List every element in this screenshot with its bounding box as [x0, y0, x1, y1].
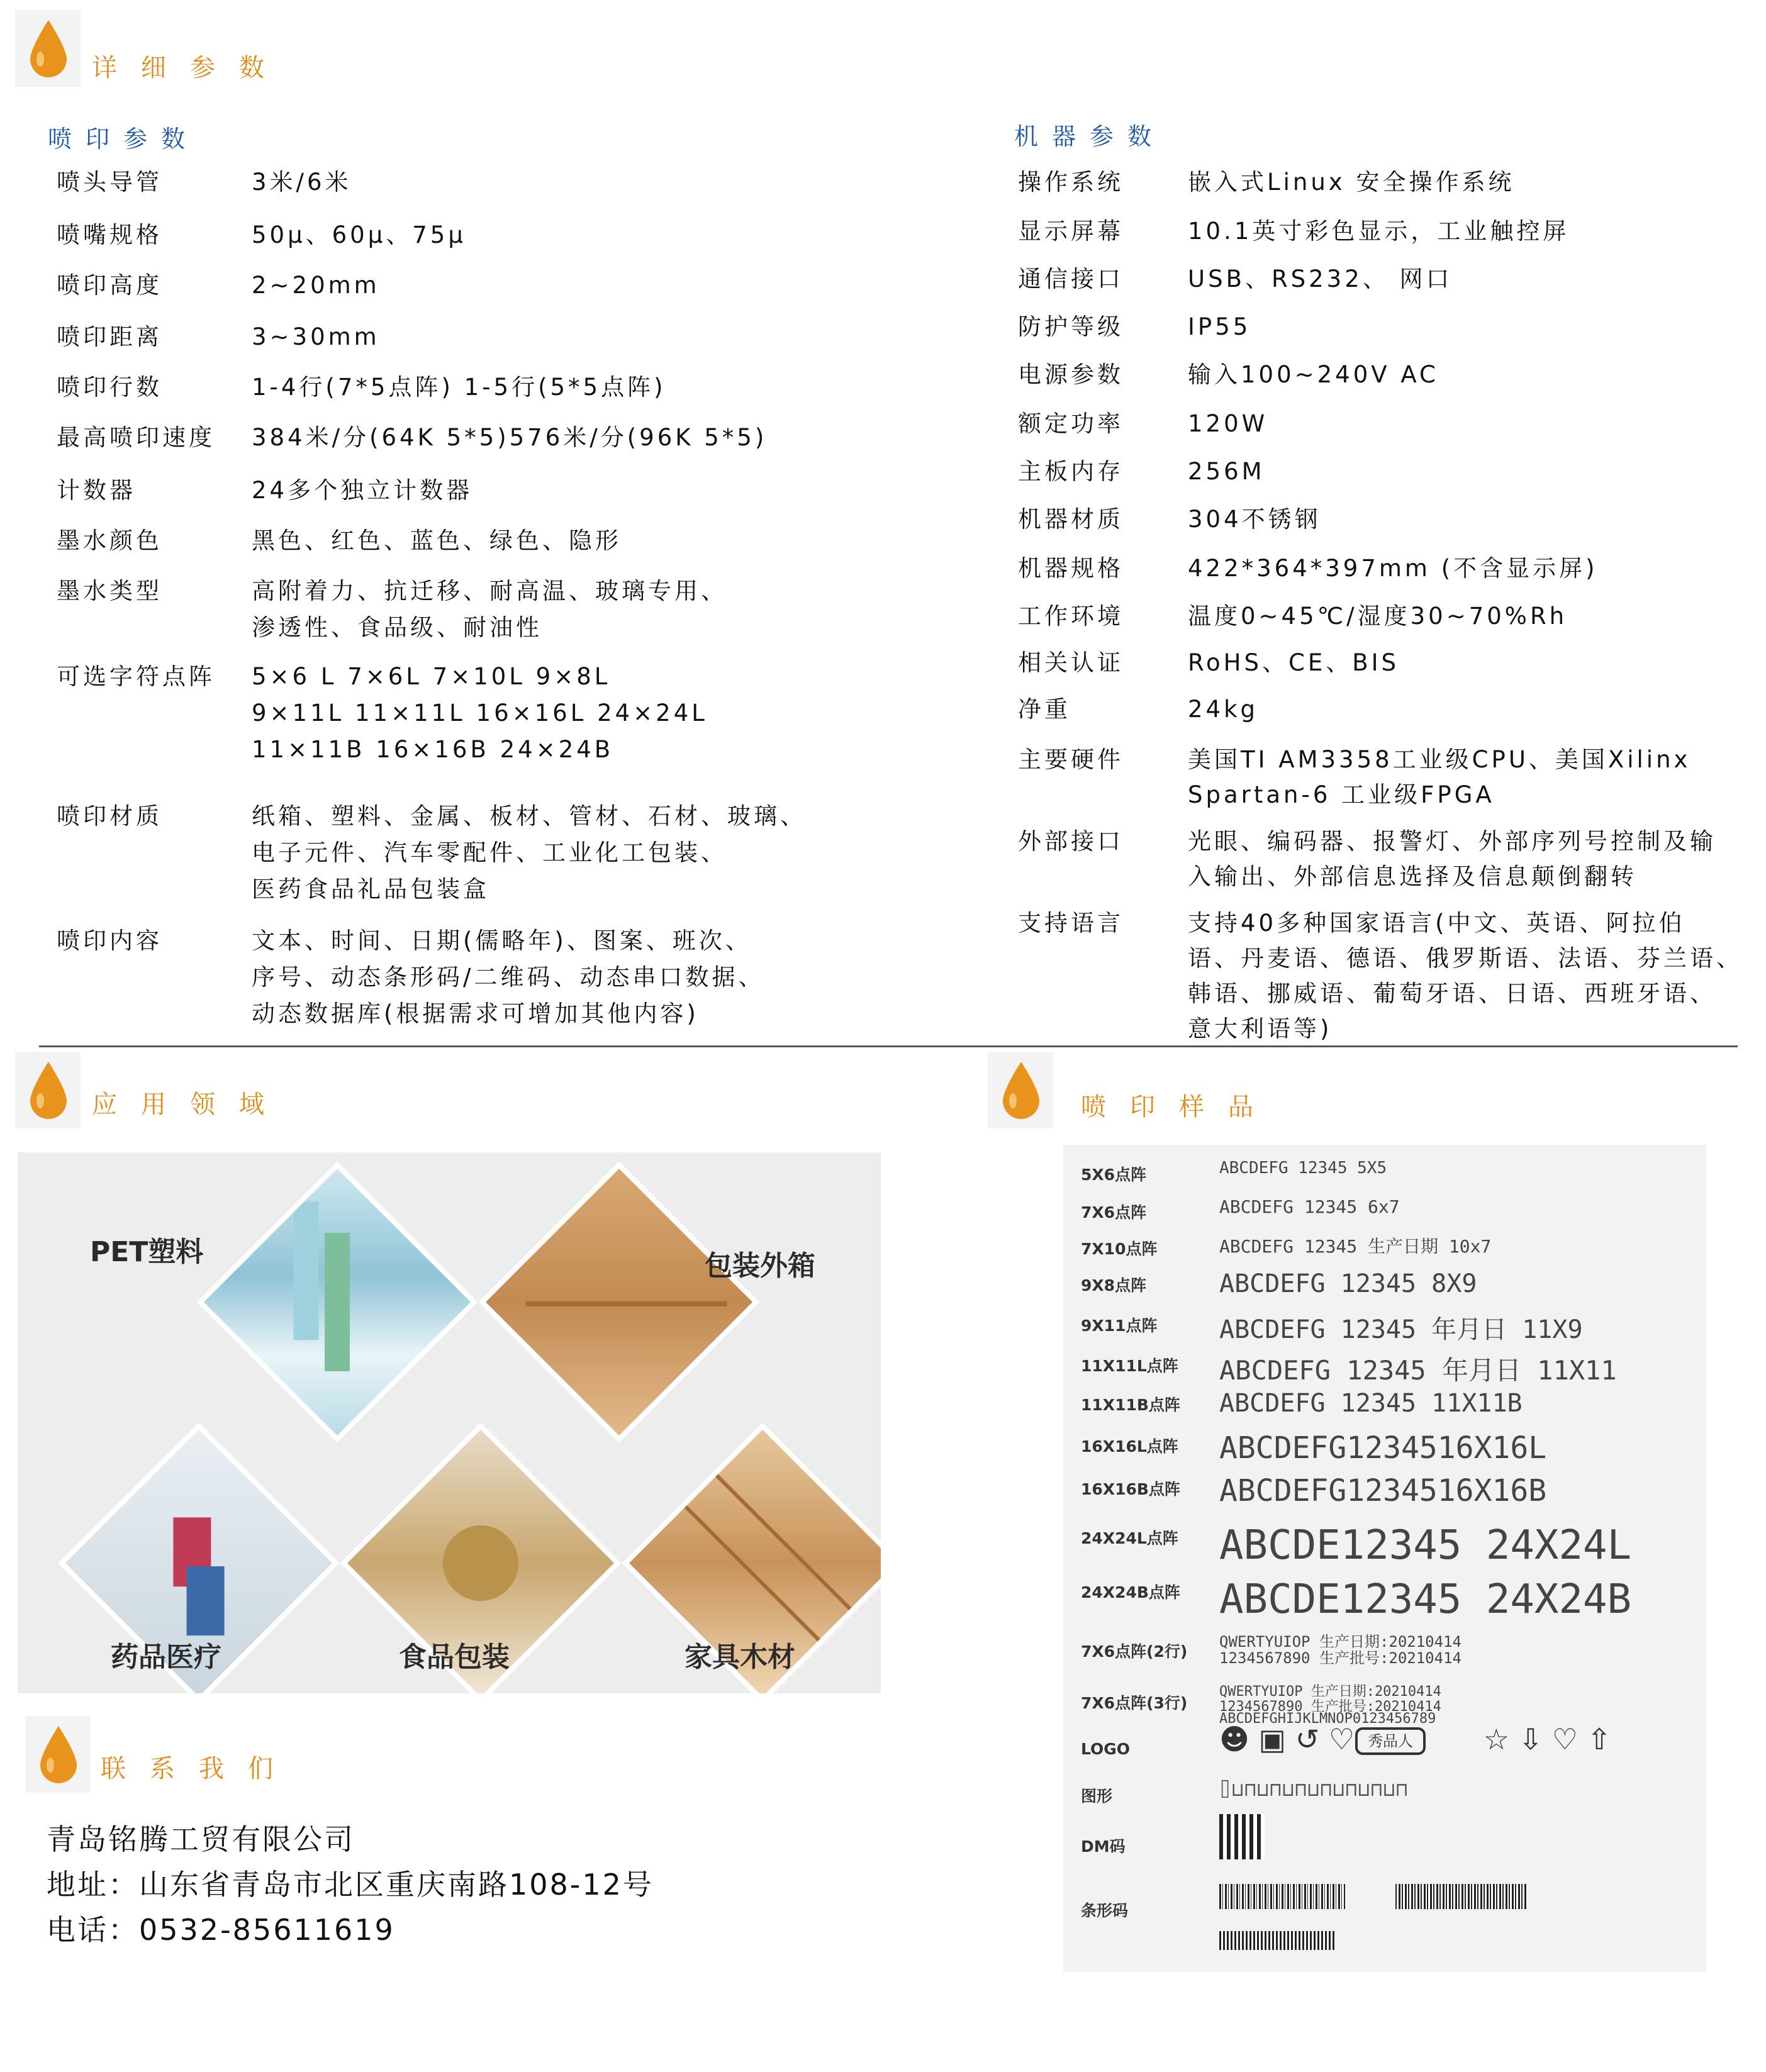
param-label: 外部接口 — [1018, 828, 1124, 855]
param-value: 温度0~45℃/湿度30~70%Rh — [1188, 603, 1568, 630]
sample-text: ABCDEFG1234516X16L — [1219, 1430, 1547, 1466]
param-label: 喷印距离 — [57, 323, 162, 350]
param-value: 1-4行(7*5点阵) 1-5行(5*5点阵) — [252, 374, 666, 401]
sample-label: 16X16B点阵 — [1081, 1480, 1180, 1498]
param-value: 美国TI AM3358工业级CPU、美国Xilinx — [1188, 746, 1691, 773]
app-label-wood: 家具木材 — [685, 1641, 795, 1673]
param-value: 文本、时间、日期(儒略年)、图案、班次、 — [252, 927, 752, 954]
param-value: 光眼、编码器、报警灯、外部序列号控制及输 — [1188, 828, 1716, 855]
param-value: 50μ、60μ、75μ — [252, 221, 466, 248]
sample-text: ABCDEFG 12345 年月日 11X11 — [1219, 1355, 1617, 1386]
param-value: 医药食品礼品包装盒 — [252, 876, 489, 903]
sample-text: ABCDEFG 12345 11X11B — [1219, 1389, 1523, 1418]
company-address: 地址：山东省青岛市北区重庆南路108-12号 — [47, 1868, 654, 1902]
drop-icon — [25, 1716, 91, 1793]
param-label: 喷印行数 — [57, 374, 162, 401]
param-value: 高附着力、抗迁移、耐高温、玻璃专用、 — [252, 577, 727, 604]
param-value: 3米/6米 — [252, 169, 352, 196]
param-value: 入输出、外部信息选择及信息颠倒翻转 — [1188, 863, 1637, 890]
logo-badge: 秀品人 — [1355, 1727, 1426, 1755]
pattern-graphic: ⌷⊔⊓⊔⊓⊔⊓⊔⊓⊔⊓⊔⊓⊔⊓ — [1219, 1779, 1409, 1801]
param-label: 工作环境 — [1018, 603, 1124, 630]
sample-text: ABCDE12345 24X24L — [1219, 1522, 1632, 1569]
sample-label: DM码 — [1081, 1837, 1126, 1856]
param-label: 计数器 — [57, 477, 136, 504]
arrow-up-icon: ⇧ — [1587, 1722, 1612, 1756]
sample-label: 24X24L点阵 — [1081, 1529, 1178, 1547]
param-label: 机器材质 — [1018, 506, 1124, 533]
section-title-details: 详细参数 — [92, 53, 288, 82]
param-label: 净重 — [1018, 696, 1071, 723]
sample-text: ABCDEFG 12345 5X5 — [1219, 1159, 1387, 1178]
sample-text: ABCDEFG 12345 8X9 — [1219, 1269, 1477, 1298]
param-value: 黑色、红色、蓝色、绿色、隐形 — [252, 527, 622, 554]
param-label: 喷印材质 — [57, 803, 162, 830]
param-value: 支持40多种国家语言(中文、英语、阿拉伯 — [1188, 910, 1685, 937]
arrow-down-icon: ⇩ — [1518, 1722, 1543, 1756]
param-label: 防护等级 — [1018, 313, 1124, 340]
swirl-icon: ↺ — [1295, 1722, 1320, 1756]
param-value: IP55 — [1188, 313, 1251, 340]
param-value: 2~20mm — [252, 272, 380, 299]
sample-text: ABCDEFG 12345 生产日期 10x7 — [1219, 1236, 1492, 1257]
barcode-1 — [1219, 1884, 1345, 1909]
param-value: 电子元件、汽车零配件、工业化工包装、 — [252, 839, 727, 866]
param-label: 主要硬件 — [1018, 746, 1124, 773]
param-value: 输入100~240V AC — [1188, 361, 1439, 388]
company-name: 青岛铭腾工贸有限公司 — [47, 1822, 355, 1856]
param-label: 喷头导管 — [57, 169, 162, 196]
machine-params-title: 机器参数 — [1014, 123, 1166, 150]
sample-text: 1234567890 生产批号:20210414 — [1219, 1649, 1461, 1667]
drop-icon — [988, 1052, 1053, 1128]
barcode-2 — [1395, 1884, 1528, 1909]
cat-icon: ▣ — [1258, 1722, 1287, 1756]
sample-label: 7X6点阵 — [1081, 1203, 1147, 1222]
pet-plastic-image — [197, 1162, 478, 1443]
param-value: 120W — [1188, 410, 1268, 437]
app-label-food: 食品包装 — [399, 1641, 510, 1673]
param-label: 可选字符点阵 — [57, 663, 215, 690]
param-value: 256M — [1188, 458, 1265, 485]
param-value: RoHS、CE、BIS — [1188, 649, 1399, 676]
sample-text: ABCDEFG1234516X16B — [1219, 1473, 1547, 1508]
param-label: 电源参数 — [1018, 361, 1124, 388]
param-value: 序号、动态条形码/二维码、动态串口数据、 — [252, 964, 765, 991]
sample-label: 条形码 — [1081, 1902, 1129, 1920]
param-label: 操作系统 — [1018, 169, 1124, 196]
sample-label: 7X6点阵(3行) — [1081, 1694, 1188, 1712]
param-value: 纸箱、塑料、金属、板材、管材、石材、玻璃、 — [252, 803, 807, 830]
drop-icon — [15, 1052, 81, 1128]
barcode-3 — [1219, 1931, 1335, 1950]
sample-text: ABCDE12345 24X24B — [1219, 1576, 1632, 1623]
param-value: 3~30mm — [252, 323, 380, 350]
param-label: 机器规格 — [1018, 555, 1124, 582]
application-panel — [18, 1152, 881, 1693]
app-label-medicine: 药品医疗 — [111, 1641, 221, 1673]
param-label: 显示屏幕 — [1018, 218, 1124, 245]
sample-label: 图形 — [1081, 1787, 1113, 1805]
param-value: 10.1英寸彩色显示，工业触控屏 — [1188, 218, 1570, 245]
param-value: 24kg — [1188, 696, 1258, 723]
param-value: 动态数据库(根据需求可增加其他内容) — [252, 1000, 699, 1027]
sample-label: 11X11L点阵 — [1081, 1357, 1178, 1375]
sample-text: ABCDEFG 12345 6x7 — [1219, 1196, 1400, 1217]
star-icon: ☆ — [1483, 1722, 1509, 1756]
param-value: 422*364*397mm (不含显示屏) — [1188, 555, 1598, 582]
param-value: 384米/分(64K 5*5)576米/分(96K 5*5) — [252, 424, 768, 451]
logo-icons — [1219, 1722, 1611, 1756]
sample-label: 9X8点阵 — [1081, 1276, 1147, 1295]
sample-label: 11X11B点阵 — [1081, 1396, 1180, 1414]
sample-label: 5X6点阵 — [1081, 1166, 1147, 1184]
sample-label: 9X11点阵 — [1081, 1317, 1158, 1335]
drop-icon — [15, 10, 81, 87]
samples-panel — [1063, 1145, 1706, 1972]
sample-label: 24X24B点阵 — [1081, 1583, 1180, 1601]
section-title-samples: 喷印样品 — [1081, 1093, 1277, 1122]
param-value: 24多个独立计数器 — [252, 477, 473, 504]
sample-label: 16X16L点阵 — [1081, 1437, 1178, 1456]
divider — [39, 1045, 1738, 1047]
sample-label: LOGO — [1081, 1740, 1131, 1758]
sample-text: ABCDEFGHIJKLMNOP0123456789 — [1219, 1711, 1436, 1727]
param-value: 5×6 L 7×6L 7×10L 9×8L — [252, 663, 611, 690]
company-phone: 电话：0532-85611619 — [47, 1913, 395, 1947]
param-value: 嵌入式Linux 安全操作系统 — [1188, 169, 1515, 196]
param-value: 意大利语等) — [1188, 1015, 1333, 1042]
section-title-application: 应用领域 — [92, 1090, 288, 1119]
param-label: 墨水类型 — [57, 577, 162, 604]
param-value: 304不锈钢 — [1188, 506, 1321, 533]
param-label: 喷嘴规格 — [57, 221, 162, 248]
param-value: 11×11B 16×16B 24×24B — [252, 736, 614, 763]
app-label-box: 包装外箱 — [705, 1250, 815, 1282]
packaging-box-image — [479, 1162, 760, 1443]
sample-label: 7X10点阵 — [1081, 1240, 1158, 1258]
app-label-pet: PET塑料 — [90, 1236, 204, 1268]
dm-code — [1219, 1814, 1265, 1859]
sample-text: QWERTYUIOP 生产日期:20210414 — [1219, 1633, 1461, 1651]
sample-text: QWERTYUIOP 生产日期:20210414 — [1219, 1684, 1441, 1700]
param-label: 通信接口 — [1018, 265, 1124, 292]
param-label: 喷印高度 — [57, 272, 162, 299]
sample-label: 7X6点阵(2行) — [1081, 1642, 1188, 1661]
param-label: 支持语言 — [1018, 910, 1124, 937]
section-title-contact: 联系我们 — [101, 1754, 297, 1783]
print-params-title: 喷印参数 — [48, 125, 199, 153]
param-value: 韩语、挪威语、葡萄牙语、日语、西班牙语、 — [1188, 980, 1716, 1007]
param-label: 主板内存 — [1018, 458, 1124, 485]
param-value: 9×11L 11×11L 16×16L 24×24L — [252, 699, 708, 727]
param-value: 渗透性、食品级、耐油性 — [252, 614, 542, 641]
robot-icon: ☻ — [1219, 1722, 1249, 1756]
param-value: USB、RS232、 网口 — [1188, 265, 1453, 292]
sample-text: 1234567890 生产批号:20210414 — [1219, 1699, 1441, 1715]
param-label: 相关认证 — [1018, 649, 1124, 676]
heart-outline-icon: ♡ — [1328, 1722, 1355, 1756]
param-label: 喷印内容 — [57, 927, 162, 954]
heart-icon: ♡ — [1551, 1722, 1579, 1756]
param-label: 墨水颜色 — [57, 527, 162, 554]
param-label: 额定功率 — [1018, 410, 1124, 437]
sample-text: ABCDEFG 12345 年月日 11X9 — [1219, 1315, 1583, 1344]
param-value: 语、丹麦语、德语、俄罗斯语、法语、芬兰语、 — [1188, 945, 1743, 972]
param-label: 最高喷印速度 — [57, 424, 215, 451]
param-value: Spartan-6 工业级FPGA — [1188, 781, 1495, 808]
